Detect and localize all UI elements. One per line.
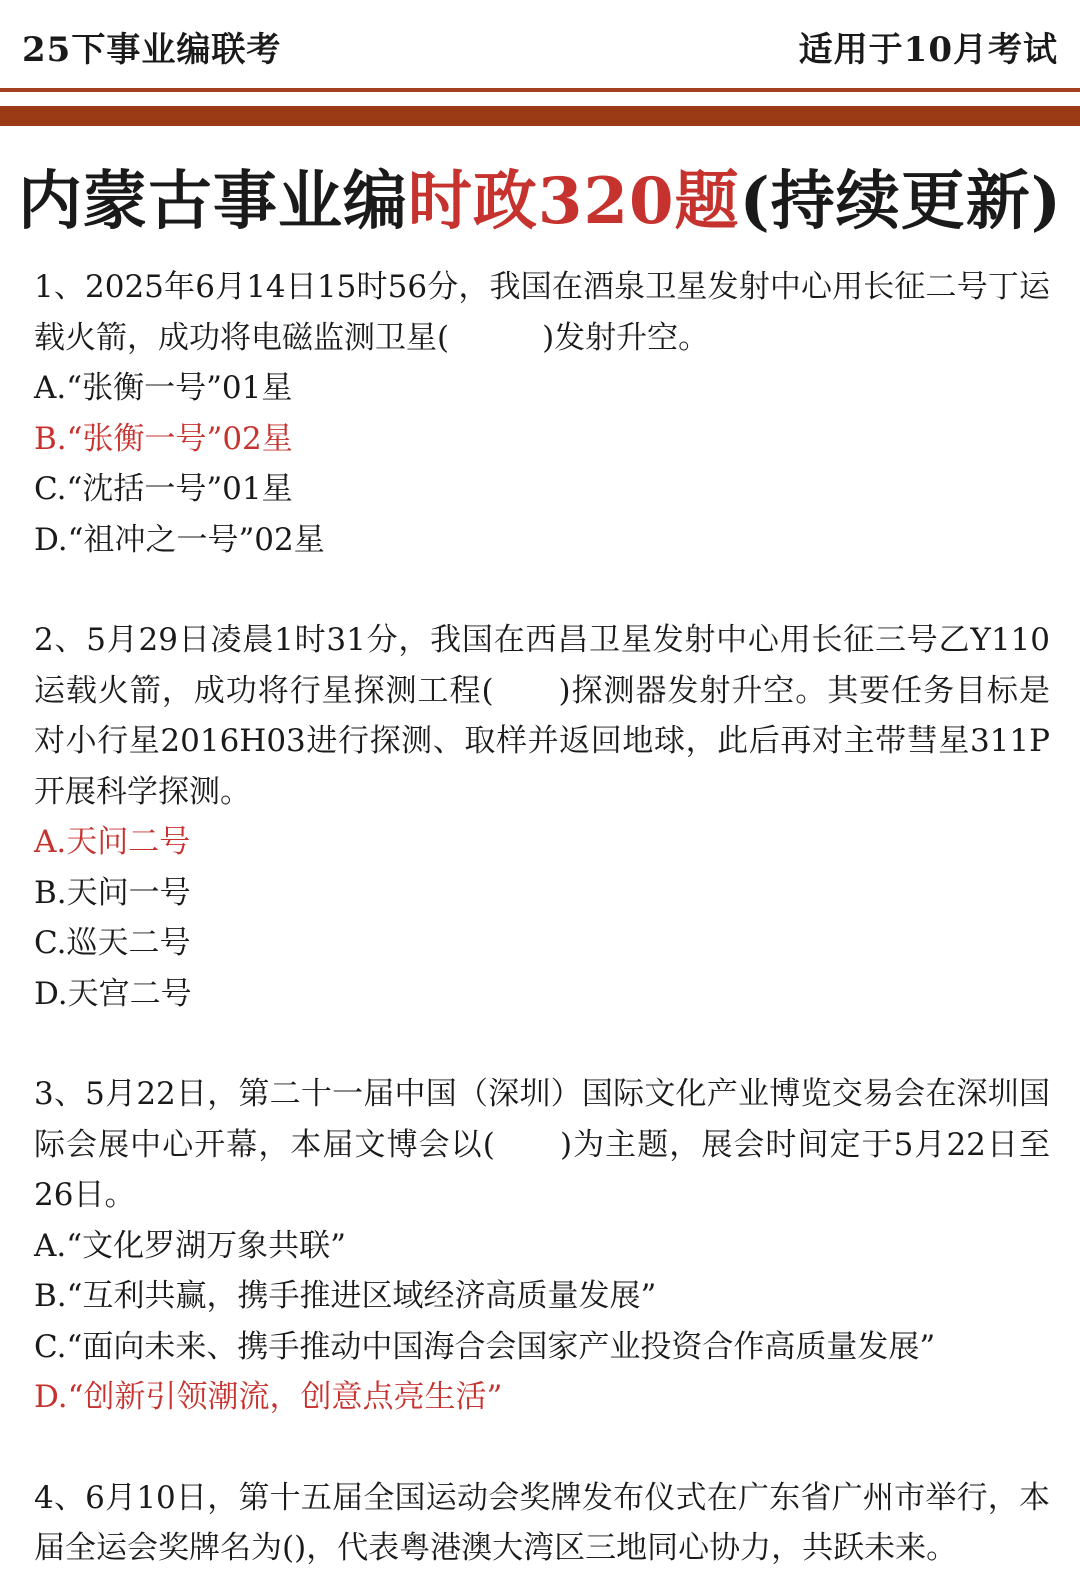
option-d: D.“祖冲之一号”02星 (34, 521, 325, 558)
question-2 (34, 615, 1050, 1019)
option-c: C.“面向未来、携手推动中国海合会国家产业投资合作高质量发展” (34, 1328, 936, 1365)
header-divider-thin (0, 88, 1080, 92)
header-right-label: 适用于10月考试 (798, 30, 1058, 70)
option-a: A.“张衡一号”01星 (34, 370, 293, 406)
top-header (0, 0, 1080, 88)
option-d: D.天宫二号 (34, 975, 192, 1012)
question-4 (34, 1473, 1050, 1574)
option-b: B.“互利共赢，携手推进区域经济高质量发展” (34, 1278, 657, 1314)
options (34, 817, 1050, 1019)
title-part-1: 内蒙古事业编 (17, 164, 408, 239)
option-b: B.天问一号 (34, 874, 191, 911)
question-stem: 4、6月10日，第十五届全国运动会奖牌发布仪式在广东省广州市举行，本届全运会奖牌名为()，代表粤港澳大湾区三地同心协力，共跃未来。 (34, 1479, 1050, 1566)
question-stem: 1、2025年6月14日15时56分，我国在酒泉卫星发射中心用长征二号丁运载火箭，成功将电磁监测卫星( )发射升空。 (34, 269, 1050, 356)
title-accent: 时政320题 (407, 164, 740, 239)
option-c: C.巡天二号 (34, 925, 191, 961)
options (34, 1221, 1050, 1423)
question-3 (34, 1069, 1050, 1423)
title-part-2: (持续更新) (739, 164, 1063, 239)
question-1 (34, 262, 1050, 565)
option-a: A.“文化罗湖万象共联” (34, 1227, 346, 1264)
option-b: B.“张衡一号”02星 (34, 420, 293, 457)
option-c: C.“沈括一号”01星 (34, 471, 293, 507)
header-left-label: 25下事业编联考 (22, 30, 282, 70)
header-divider-thick (0, 106, 1080, 126)
spacer (34, 1423, 1050, 1473)
question-stem: 2、5月29日凌晨1时31分，我国在西昌卫星发射中心用长征三号乙Y110运载火箭，成功将行星探测工程( )探测器发射升空。其要任务目标是对小行星2016H03进行探测、取样并返回地球，此后再对主带彗星311P开展科学探测。 (34, 622, 1050, 810)
question-stem: 3、5月22日，第二十一届中国（深圳）国际文化产业博览交易会在深圳国际会展中心开幕，本届文博会以( )为主题，展会时间定于5月22日至26日。 (34, 1076, 1050, 1213)
option-a: A.天问二号 (34, 824, 191, 860)
question-list (34, 262, 1050, 1574)
options (34, 363, 1050, 565)
page-title (0, 150, 1080, 242)
option-d: D.“创新引领潮流，创意点亮生活” (34, 1379, 503, 1415)
spacer (34, 565, 1050, 615)
spacer (34, 1019, 1050, 1069)
